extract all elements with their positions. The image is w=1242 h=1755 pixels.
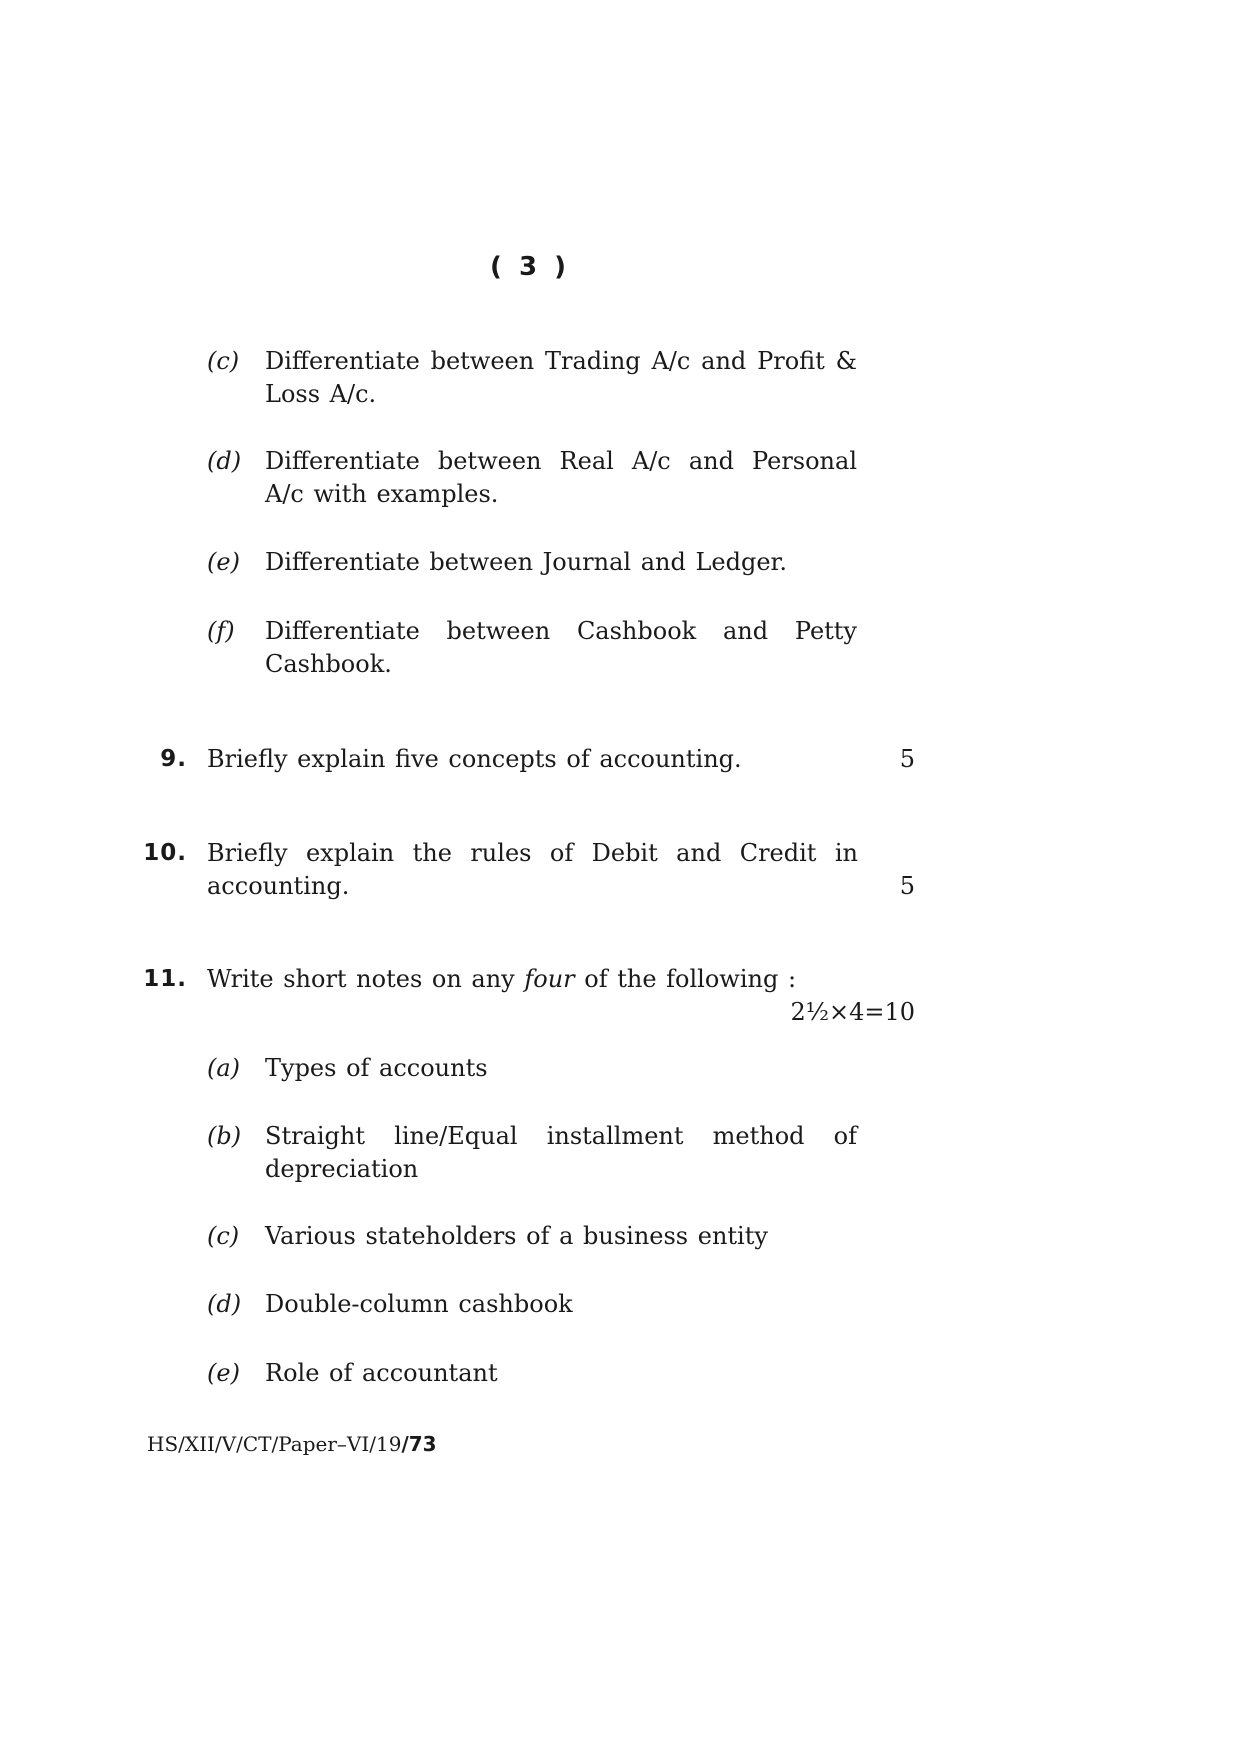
subpart-8d — [207, 445, 857, 511]
subpart-label: (e) — [207, 548, 240, 576]
subpart-text: Differentiate between Trading A/c and Profit & Loss A/c. — [265, 347, 857, 408]
question-marks: 5 — [899, 745, 915, 773]
subpart-text: Differentiate between Real A/c and Personal A/c with examples. — [265, 447, 857, 508]
subpart-label: (d) — [207, 447, 242, 475]
subpart-label: (b) — [207, 1122, 242, 1150]
question-text: Briefly explain the rules of Debit and Credit in accounting. — [207, 839, 858, 900]
question-text: Briefly explain five concepts of accounting. — [207, 745, 742, 773]
subpart-text: Double-column cashbook — [265, 1290, 573, 1318]
question-9 — [135, 743, 915, 776]
subpart-label: (f) — [207, 617, 235, 645]
subpart-text: Various stateholders of a business entity — [265, 1222, 768, 1250]
subpart-label: (d) — [207, 1290, 242, 1318]
question-text-part: of the following : — [574, 965, 797, 993]
subpart-8c — [207, 345, 857, 411]
subpart-label: (e) — [207, 1359, 240, 1387]
subpart-text: Differentiate between Cashbook and Petty Cashbook. — [265, 617, 857, 678]
subpart-8e — [207, 546, 857, 579]
question-11 — [135, 963, 915, 1029]
subpart-label: (c) — [207, 347, 240, 375]
paper-code: HS/XII/V/CT/Paper–VI/19 — [147, 1432, 402, 1456]
subpart-11c — [207, 1220, 857, 1253]
question-marks: 2½×4=10 — [790, 998, 915, 1026]
question-number: 10. — [143, 840, 187, 866]
question-number: 11. — [143, 966, 187, 992]
subpart-label: (a) — [207, 1054, 241, 1082]
subpart-text: Straight line/Equal installment method of depreciation — [265, 1122, 857, 1183]
subpart-11d — [207, 1288, 857, 1321]
subpart-8f — [207, 615, 857, 681]
paper-serial: /73 — [401, 1432, 437, 1456]
question-10 — [135, 837, 915, 903]
subpart-11b — [207, 1120, 857, 1186]
question-text-part: Write short notes on any — [207, 965, 525, 993]
question-marks: 5 — [899, 872, 915, 900]
subpart-text: Differentiate between Journal and Ledger. — [265, 548, 788, 576]
subpart-11a — [207, 1052, 857, 1085]
question-number: 9. — [160, 746, 187, 772]
subpart-11e — [207, 1357, 857, 1390]
question-text — [207, 963, 858, 996]
page-number: ( 3 ) — [490, 252, 570, 282]
paper-code-footer — [147, 1432, 437, 1456]
subpart-text: Types of accounts — [265, 1054, 488, 1082]
question-text-emphasis: four — [524, 965, 575, 993]
subpart-label: (c) — [207, 1222, 240, 1250]
subpart-text: Role of accountant — [265, 1359, 498, 1387]
